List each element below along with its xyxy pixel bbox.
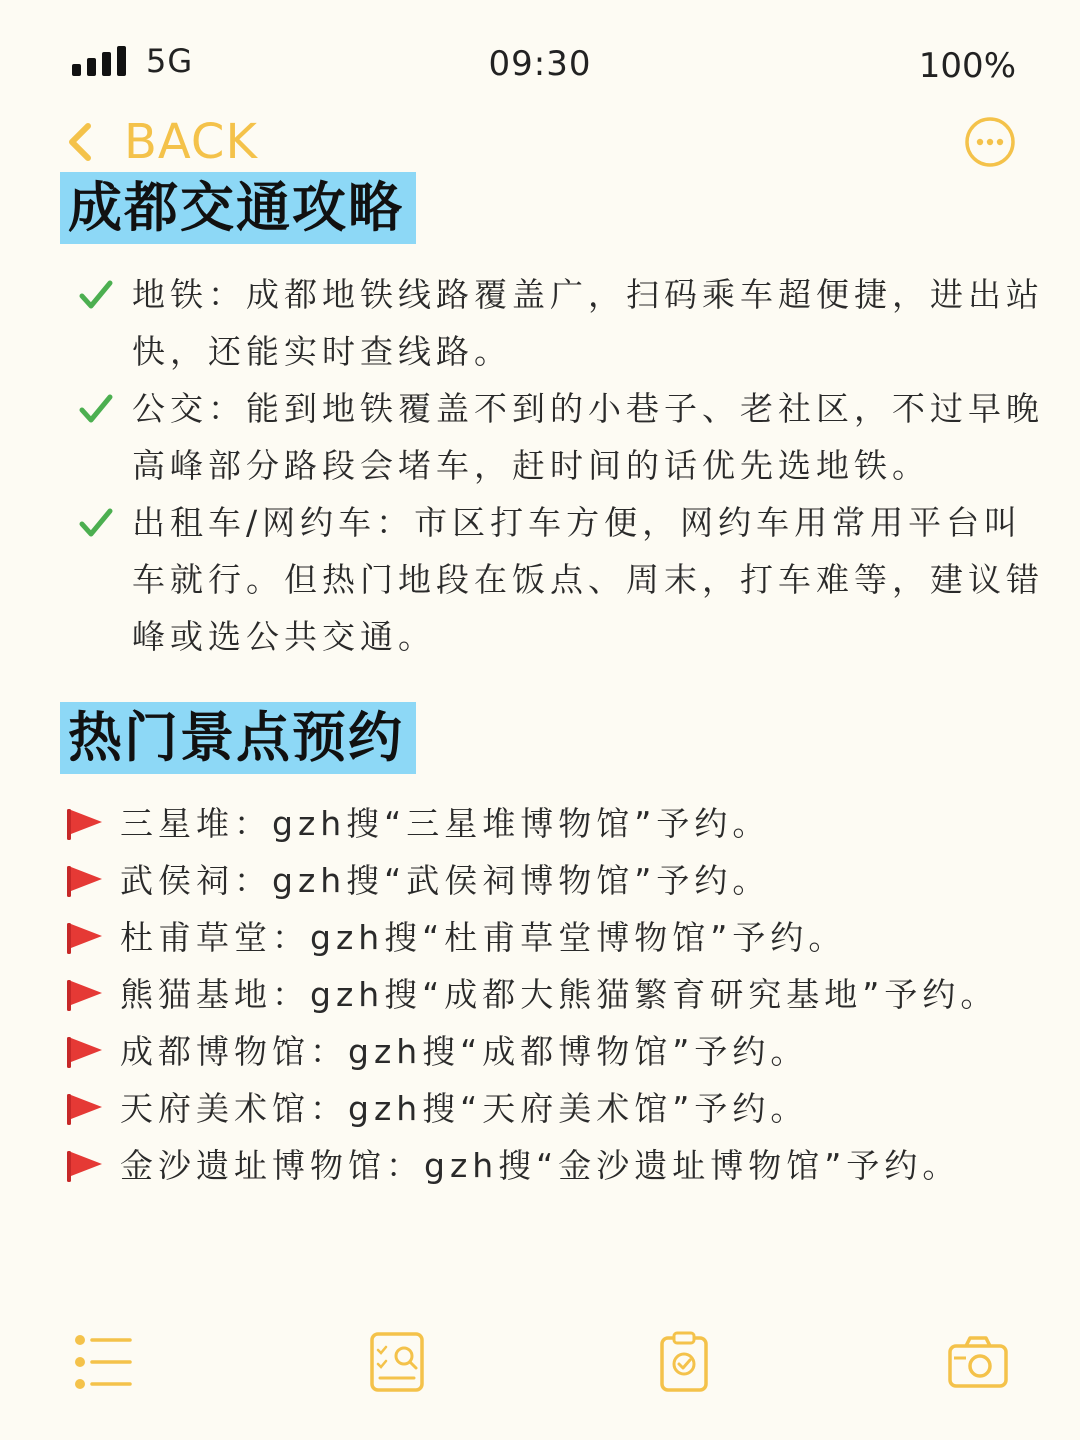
transport-list (78, 266, 1048, 665)
transport-section-title: 成都交通攻略 (60, 172, 416, 244)
bottom-tab-bar (0, 1330, 1080, 1400)
list-item (64, 966, 1054, 1023)
list-item (64, 1023, 1054, 1080)
battery-label: 100% (918, 46, 1016, 86)
red-flag-icon (64, 1092, 104, 1126)
chevron-left-icon (62, 120, 102, 164)
attractions-section-title: 热门景点预约 (60, 702, 416, 774)
back-button[interactable] (62, 112, 258, 172)
list-item (78, 266, 1048, 380)
transport-item-text: 地铁：成都地铁线路覆盖广，扫码乘车超便捷，进出站快，还能实时查线路。 (132, 275, 1044, 371)
tab-list[interactable] (72, 1330, 136, 1394)
list-item (64, 795, 1054, 852)
attraction-item-text: 成都博物馆：gzh搜“成都博物馆”予约。 (120, 1032, 809, 1071)
attraction-item-text: 天府美术馆：gzh搜“天府美术馆”予约。 (120, 1089, 809, 1128)
list-item (64, 1080, 1054, 1137)
red-flag-icon (64, 864, 104, 898)
more-icon[interactable] (964, 116, 1016, 168)
check-icon (78, 277, 114, 313)
attraction-item-text: 熊猫基地：gzh搜“成都大熊猫繁育研究基地”予约。 (120, 975, 999, 1014)
network-label: 5G (146, 42, 194, 80)
tab-notes-search[interactable] (366, 1330, 430, 1394)
attraction-item-text: 三星堆：gzh搜“三星堆博物馆”予约。 (120, 804, 771, 843)
attractions-list (64, 795, 1054, 1194)
camera-icon (946, 1330, 1010, 1394)
list-item (64, 909, 1054, 966)
transport-item-text: 出租车/网约车：市区打车方便，网约车用常用平台叫车就行。但热门地段在饭点、周末，打车难等，建议错峰或选公共交通。 (132, 503, 1044, 656)
status-bar (0, 40, 1080, 90)
list-icon (72, 1330, 136, 1394)
red-flag-icon (64, 807, 104, 841)
red-flag-icon (64, 1035, 104, 1069)
check-icon (78, 391, 114, 427)
back-label: BACK (124, 114, 258, 170)
list-item (64, 1137, 1054, 1194)
list-item (78, 380, 1048, 494)
attraction-item-text: 杜甫草堂：gzh搜“杜甫草堂博物馆”予约。 (120, 918, 847, 957)
red-flag-icon (64, 1149, 104, 1183)
transport-item-text: 公交：能到地铁覆盖不到的小巷子、老社区，不过早晚高峰部分路段会堵车，赶时间的话优先选地铁。 (132, 389, 1044, 485)
tab-clipboard[interactable] (652, 1330, 716, 1394)
clipboard-check-icon (652, 1330, 716, 1394)
notes-search-icon (366, 1330, 430, 1394)
attraction-item-text: 武侯祠：gzh搜“武侯祠博物馆”予约。 (120, 861, 771, 900)
clock: 09:30 (488, 44, 592, 84)
tab-camera[interactable] (946, 1330, 1010, 1394)
check-icon (78, 505, 114, 541)
red-flag-icon (64, 921, 104, 955)
red-flag-icon (64, 978, 104, 1012)
list-item (64, 852, 1054, 909)
attraction-item-text: 金沙遗址博物馆：gzh搜“金沙遗址博物馆”予约。 (120, 1146, 961, 1185)
list-item (78, 494, 1048, 665)
